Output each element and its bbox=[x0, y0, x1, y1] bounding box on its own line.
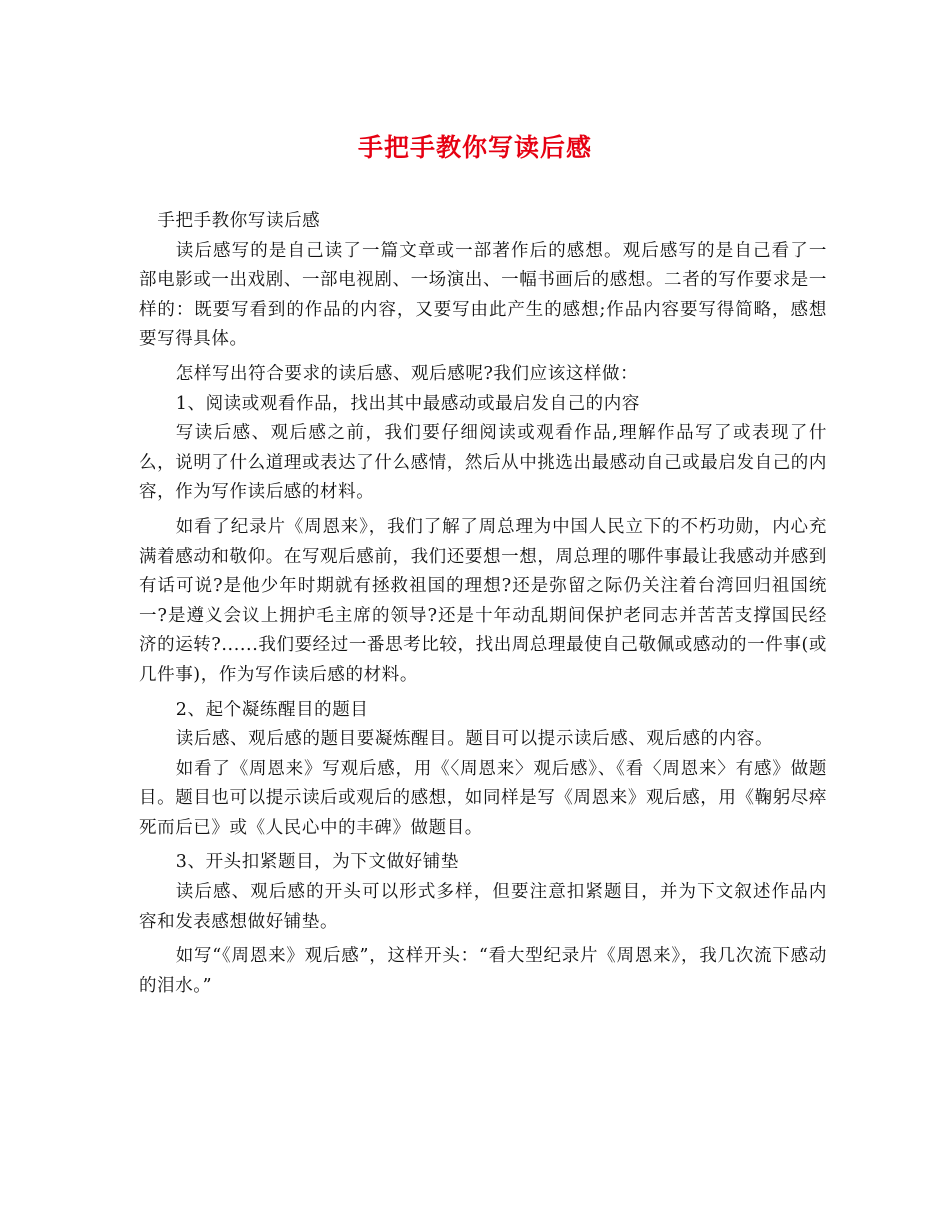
paragraph-question: 怎样写出符合要求的读后感、观后感呢?我们应该这样做： bbox=[175, 363, 639, 384]
section-heading-3: 3、开头扣紧题目，为下文做好铺垫 bbox=[175, 852, 459, 873]
paragraph-section-1-example: 如看了纪录片《周恩来》，我们了解了周总理为中国人民立下的不朽功勋，内心充满着感动和敬仰。在写观后感前，我们还要想一想，周总理的哪件事最让我感动并感到有话可说?是他少年时期就有拯救祖国的理想?还是弥留之际仍关注着台湾回归祖国统一?是遵义会议上拥护毛主席的领导?还是十年动乱期间保护老同志并苦苦支撑国民经济的运转?......我们要经过一番思考比较，找出周总理最使自己敬佩或感动的一件事(或几件事)，作为写作读后感的材料。 bbox=[139, 516, 827, 685]
document-title: 手把手教你写读后感 bbox=[357, 133, 592, 162]
paragraph-section-3-example: 如写“《周恩来》观后感”，这样开头：“看大型纪录片《周恩来》，我几次流下感动的泪水。” bbox=[139, 946, 827, 996]
section-heading-2: 2、起个凝练醒目的题目 bbox=[175, 699, 369, 720]
paragraph-section-2-body: 读后感、观后感的题目要凝炼醒目。题目可以提示读后感、观后感的内容。 bbox=[175, 729, 774, 750]
document-subtitle: 手把手教你写读后感 bbox=[157, 211, 321, 231]
paragraph-section-1-body: 写读后感、观后感之前，我们要仔细阅读或观看作品,理解作品写了或表现了什么，说明了什么道理或表达了什么感情，然后从中挑选出最感动自己或最启发自己的内容，作为写作读后感的材料。 bbox=[139, 423, 827, 503]
paragraph-intro: 读后感写的是自己读了一篇文章或一部著作后的感想。观后感写的是自己看了一部电影或一出戏剧、一部电视剧、一场演出、一幅书画后的感想。二者的写作要求是一样的：既要写看到的作品的内容，又要写由此产生的感想;作品内容要写得简略，感想要写得具体。 bbox=[139, 240, 827, 350]
section-heading-1: 1、阅读或观看作品，找出其中最感动或最启发自己的内容 bbox=[175, 393, 640, 414]
document-body bbox=[139, 207, 827, 1001]
paragraph-section-3-body: 读后感、观后感的开头可以形式多样，但要注意扣紧题目，并为下文叙述作品内容和发表感想做好铺垫。 bbox=[139, 882, 827, 932]
paragraph-section-2-example: 如看了《周恩来》写观后感，用《〈周恩来〉观后感》、《看〈周恩来〉有感》做题目。题目也可以提示读后或观后的感想，如同样是写《周恩来》观后感，用《鞠躬尽瘁 死而后已》或《人民心中的丰碑》做题目。 bbox=[139, 758, 827, 838]
